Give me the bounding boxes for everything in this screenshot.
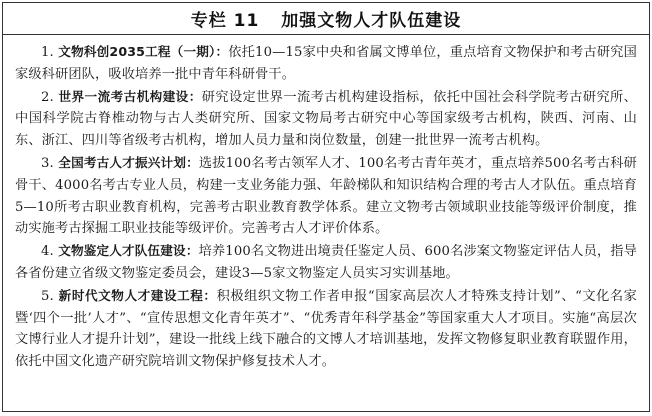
item-text: 选拔100名考古领军人才、100名考古青年英才，重点培养500名考古科研骨干、4000名考古专业人员，构建一支业务能力强、年龄梯队和知识结构合理的考古人才队伍。重点培育5—10所考古职业教育机构，完善考古职业教育教学体系。建立文物考古领域职业技能等级评价制度，推动实施考古探掘工职业技能等级评价。完善考古人才评价体系。 <box>15 155 637 237</box>
item-heading: 全国考古人才振兴计划： <box>58 154 199 170</box>
item-text: 培养100名文物进出境责任鉴定人员、600名涉案文物鉴定评估人员，指导各省份建立省级文物鉴定委员会，建设3—5家文物鉴定人员实习实训基地。 <box>15 244 637 281</box>
column-box <box>2 2 650 412</box>
list-item <box>15 285 637 373</box>
item-text: 研究设定世界一流考古机构建设指标，依托中国社会科学院考古研究所、中国科学院古脊椎动物与古人类研究所、国家文物局考古研究中心等国家级考古机构，陕西、河南、山东、浙江、四川等省级考古机构，增加人员力量和岗位数量，创建一批世界一流考古机构。 <box>15 89 638 149</box>
item-heading: 文物鉴定人才队伍建设： <box>58 243 199 259</box>
list-item <box>15 152 637 240</box>
column-label: 专栏 11 <box>190 11 260 31</box>
item-heading: 文物科创2035工程（一期）： <box>58 44 229 59</box>
item-number: 2. <box>41 89 54 105</box>
item-number: 1. <box>41 45 54 60</box>
item-number: 5. <box>41 288 54 304</box>
item-text: 依托10—15家中央和省属文博单位，重点培育文物保护和考古研究国家级科研团队，吸收培养一批中青年科研骨干。 <box>15 45 637 82</box>
column-title-bar <box>3 3 649 35</box>
item-heading: 新时代文物人才建设工程： <box>58 287 217 303</box>
column-title: 加强文物人才队伍建设 <box>281 11 462 31</box>
list-item <box>15 86 637 152</box>
list-item <box>15 41 637 86</box>
list-item <box>15 240 637 285</box>
column-content <box>3 35 649 373</box>
item-text: 积极组织文物工作者申报“国家高层次人才特殊支持计划”、“文化名家暨‘四个一批’人才”、“宣传思想文化青年英才”、“优秀青年科学基金”等国家重大人才项目。实施“高层次文博行业人才提升计划”，建设一批线上线下融合的文博人才培训基地，发挥文物修复职业教育联盟作用，依托中国文化遗产研究院培训文物保护修复技术人才。 <box>15 288 637 370</box>
item-number: 4. <box>41 244 54 260</box>
item-number: 3. <box>41 155 54 171</box>
item-heading: 世界一流考古机构建设： <box>58 88 202 104</box>
